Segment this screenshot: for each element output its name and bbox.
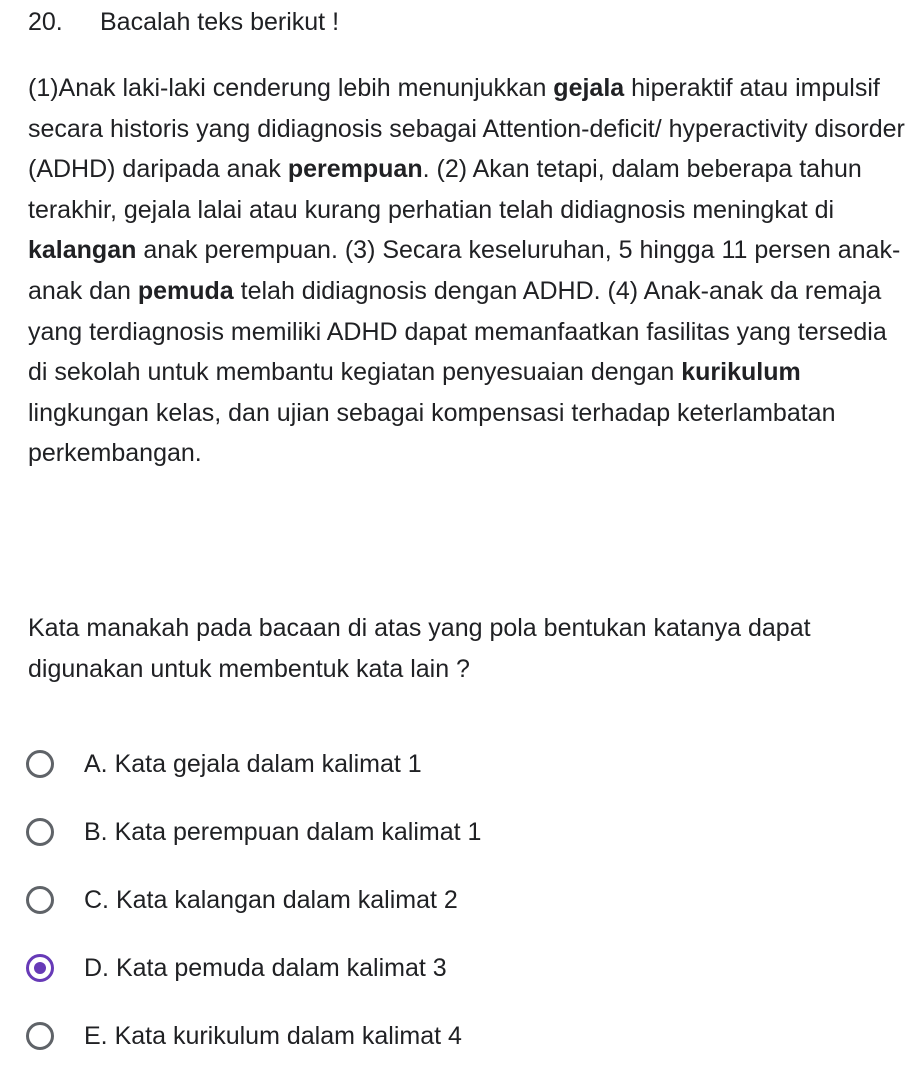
radio-button-c[interactable] (26, 886, 54, 914)
answer-options (26, 730, 481, 1070)
passage-keyword-kalangan: kalangan (28, 236, 137, 265)
option-d-label[interactable]: D. Kata pemuda dalam kalimat 3 (84, 954, 447, 982)
reading-passage (28, 68, 913, 474)
option-a[interactable] (26, 730, 481, 798)
option-c-label[interactable]: C. Kata kalangan dalam kalimat 2 (84, 886, 458, 914)
passage-keyword-gejala: gejala (553, 74, 625, 102)
passage-segment: . (2) Akan tetapi, dalam beberapa tahun terakhir, gejala lalai atau kurang perhatian telah didiagnosis meningkat di (28, 155, 862, 224)
passage-keyword-kurikulum: kurikulum (681, 358, 801, 387)
option-e-label[interactable]: E. Kata kurikulum dalam kalimat 4 (84, 1022, 462, 1050)
question-prompt: Kata manakah pada bacaan di atas yang pola bentukan katanya dapat digunakan untuk membentuk kata lain ? (28, 614, 811, 683)
passage-segment: anak perempuan. (3) Secara keseluruhan, 5 hingga 11 persen anak-anak dan (28, 236, 901, 305)
option-b-label[interactable]: B. Kata perempuan dalam kalimat 1 (84, 818, 482, 846)
option-e[interactable] (26, 1002, 481, 1070)
radio-button-d[interactable] (26, 954, 54, 982)
question-header (28, 6, 339, 38)
question-number: 20. (28, 8, 63, 36)
option-c[interactable] (26, 866, 481, 934)
radio-button-a[interactable] (26, 750, 54, 778)
passage-segment: (1)Anak laki-laki cenderung lebih menunjukkan (28, 74, 554, 102)
passage-keyword-pemuda: pemuda (137, 276, 234, 305)
passage-segment: telah didiagnosis dengan ADHD. (4) Anak-anak da remaja yang terdiagnosis memiliki ADHD dapat memanfaatkan fasilitas yang tersedia di sekolah untuk membantu kegiatan penyesuaian dengan (28, 276, 887, 387)
option-b[interactable] (26, 798, 481, 866)
passage-segment: hiperaktif atau impulsif secara historis yang didiagnosis sebagai Attention-deficit/ hyperactivity disorder (ADHD) daripada anak (28, 74, 905, 184)
question-instruction: Bacalah teks berikut ! (100, 8, 340, 36)
option-d[interactable] (26, 934, 481, 1002)
radio-button-e[interactable] (26, 1022, 54, 1050)
passage-segment: lingkungan kelas, dan ujian sebagai kompensasi terhadap keterlambatan perkembangan. (28, 398, 836, 468)
radio-button-b[interactable] (26, 818, 54, 846)
option-a-label[interactable]: A. Kata gejala dalam kalimat 1 (84, 750, 422, 778)
passage-keyword-perempuan: perempuan (287, 155, 423, 184)
